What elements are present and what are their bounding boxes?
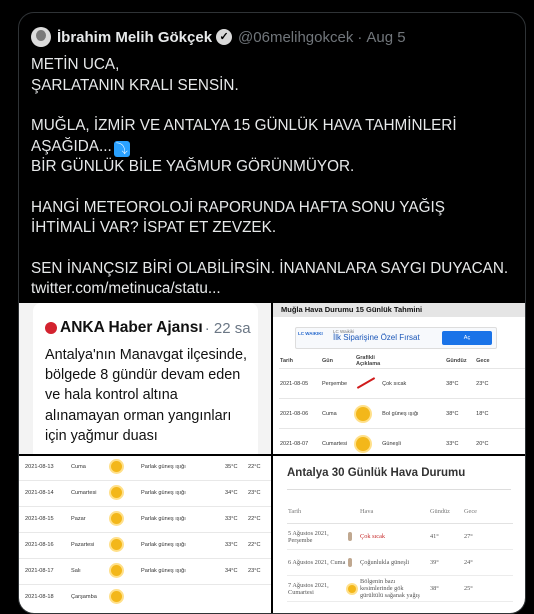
col-header-date: Tarih	[280, 358, 294, 364]
tweet-paragraph-3: HANGİ METEOROLOJİ RAPORUNDA HAFTA SONU YAĞIŞ İHTİMALİ VAR? İSPAT ET ZEVZEK.	[31, 198, 445, 236]
ad-brand: LC Waikiki	[333, 329, 355, 334]
row-day-temp: 38°C	[445, 369, 475, 399]
row-night-temp: 27°	[463, 524, 513, 550]
col-header-night-temp: Gece	[463, 499, 513, 524]
media-grid	[19, 303, 525, 613]
table-row	[279, 399, 525, 429]
row-desc: Bol güneş ışığı	[381, 399, 445, 429]
row-night-temp: 22°C	[248, 464, 261, 470]
row-day-temp: 33°C	[225, 542, 238, 548]
table-row	[287, 524, 513, 550]
row-date: 6 Ağustos 2021, Cuma	[287, 550, 347, 576]
arrow-down-icon: ⤵	[115, 141, 128, 156]
row-day-temp: 35°C	[225, 464, 238, 470]
col-header-night-temp: Gece	[476, 358, 490, 364]
anka-logo-icon	[45, 322, 57, 334]
sun-icon	[111, 513, 122, 524]
row-day: Salı	[71, 568, 81, 574]
anka-news-text: Antalya'nın Manavgat ilçesinde, bölgede 8 gündür devam eden ve hala kontrol altına alınamayan orman yangınları için yağmur duası	[45, 347, 247, 444]
row-day-temp: 33°C	[445, 429, 475, 455]
ad-banner	[295, 327, 497, 349]
row-day: Pazar	[71, 516, 86, 522]
row-day: Pazartesi	[71, 542, 95, 548]
verified-badge-icon: ✓	[216, 29, 232, 45]
table-header-row	[279, 354, 525, 369]
row-day: Çarşamba	[71, 594, 97, 600]
separator-dot: ·	[357, 28, 363, 46]
row-date: 2021-08-07	[279, 429, 321, 455]
row-desc: Çok sıcak	[359, 524, 429, 550]
media-image-mugla-forecast[interactable]	[273, 303, 525, 454]
row-night-temp: 23°C	[248, 490, 261, 496]
row-date: 2021-08-05	[279, 369, 321, 399]
col-header-day-temp: Gündüz	[429, 499, 463, 524]
tweet-timestamp[interactable]: Aug 5	[366, 28, 406, 46]
thermometer-icon	[347, 550, 359, 576]
row-date: 2021-08-18	[25, 594, 54, 600]
row-day-temp: 38°	[429, 576, 463, 602]
tweet-text	[31, 55, 511, 300]
tweet-paragraph-4[interactable]: SEN İNANÇSIZ BİRİ OLABİLİRSİN. İNANANLARA SAYGI DUYACAN. twitter.com/metinuca/statu...	[31, 259, 509, 297]
antalya-forecast-title: Antalya 30 Günlük Hava Durumu	[287, 467, 466, 479]
row-night-temp: 18°C	[475, 399, 525, 429]
divider	[287, 489, 511, 490]
row-desc: Güneşli	[381, 429, 445, 455]
table-row	[287, 576, 513, 602]
table-row	[279, 429, 525, 455]
row-day-temp: 38°C	[445, 399, 475, 429]
mugla-forecast-title: Muğla Hava Durumu 15 Günlük Tahmini	[273, 303, 525, 317]
row-desc: Parlak güneş ışığı	[141, 464, 186, 470]
table-row	[19, 480, 271, 505]
table-row	[19, 558, 271, 583]
antalya-forecast-table	[287, 499, 513, 602]
mugla-forecast-table	[279, 354, 525, 454]
media-image-anka-news[interactable]	[19, 303, 271, 454]
row-desc: Parlak güneş ışığı	[141, 490, 186, 496]
cloud-sun-icon	[347, 576, 359, 602]
row-day: Perşembe	[321, 369, 355, 399]
col-header-weather: Hava	[359, 499, 429, 524]
row-night-temp: 20°C	[475, 429, 525, 455]
table-row	[279, 369, 525, 399]
hot-line-icon	[355, 369, 381, 399]
tweet-paragraph-2-text: MUĞLA, İZMİR VE ANTALYA 15 GÜNLÜK HAVA TAHMİNLERİ AŞAĞIDA...	[31, 117, 457, 155]
col-header-date: Tarih	[287, 499, 347, 524]
row-night-temp: 24°	[463, 550, 513, 576]
col-header-graphic: Grafikli Açıklama	[356, 355, 381, 367]
tweet-paragraph-1: METİN UCA, ŞARLATANIN KRALI SENSİN.	[31, 56, 239, 94]
row-date: 2021-08-17	[25, 568, 54, 574]
row-date: 5 Ağustos 2021, Perşembe	[287, 524, 347, 550]
row-desc: Bölgenin bazı kesimlerinde gök gürültülü sağanak yağış	[359, 576, 429, 602]
ad-text: İlk Siparişine Özel Fırsat	[333, 333, 420, 342]
col-header-icon	[347, 499, 359, 524]
anka-news-card	[33, 303, 258, 454]
table-row	[19, 532, 271, 557]
row-day-temp: 34°C	[225, 490, 238, 496]
sun-icon	[111, 591, 122, 602]
tweet-card[interactable]	[18, 12, 526, 614]
tweet-paragraph-2-line-2: BİR GÜNLÜK BİLE YAĞMUR GÖRÜNMÜYOR.	[31, 158, 355, 175]
row-date: 7 Ağustos 2021, Cumartesi	[287, 576, 347, 602]
row-night-temp: 25°	[463, 576, 513, 602]
sun-icon	[111, 461, 122, 472]
ad-open-button: Aç	[442, 331, 492, 345]
table-row	[19, 584, 271, 609]
tweet-header	[31, 26, 406, 48]
row-night-temp: 22°C	[248, 516, 261, 522]
row-desc: Parlak güneş ışığı	[141, 568, 186, 574]
media-image-antalya-forecast[interactable]	[273, 456, 525, 613]
row-desc: Parlak güneş ışığı	[141, 516, 186, 522]
thermometer-icon	[347, 524, 359, 550]
row-day-temp: 33°C	[225, 516, 238, 522]
row-day: Cumartesi	[71, 490, 97, 496]
table-row	[19, 456, 271, 479]
sun-icon	[111, 539, 122, 550]
row-date: 2021-08-13	[25, 464, 54, 470]
row-date: 2021-08-06	[279, 399, 321, 429]
tweet-paragraph-2	[31, 116, 511, 178]
table-header-row	[287, 499, 513, 524]
row-date: 2021-08-15	[25, 516, 54, 522]
table-row	[287, 550, 513, 576]
row-night-temp: 22°C	[248, 542, 261, 548]
anka-header	[45, 319, 251, 337]
row-day: Cumartesi	[321, 429, 355, 455]
row-date: 2021-08-16	[25, 542, 54, 548]
col-header-day-temp: Gündüz	[446, 358, 467, 364]
col-header-day: Gün	[322, 358, 333, 364]
row-day-temp: 39°	[429, 550, 463, 576]
row-date: 2021-08-14	[25, 490, 54, 496]
row-night-temp: 23°C	[475, 369, 525, 399]
author-handle[interactable]: @06melihgokcek	[238, 28, 354, 46]
avatar[interactable]	[31, 27, 51, 47]
row-desc: Çoğunlukla güneşli	[359, 550, 429, 576]
anka-time: · 22 sa	[204, 319, 251, 337]
row-day-temp: 41°	[429, 524, 463, 550]
sun-icon	[111, 565, 122, 576]
row-night-temp: 23°C	[248, 568, 261, 574]
sun-icon	[355, 399, 381, 429]
anka-source-name: ANKA Haber Ajansı	[60, 319, 203, 336]
author-name[interactable]: İbrahim Melih Gökçek	[57, 28, 213, 46]
media-image-izmir-forecast[interactable]	[19, 456, 271, 613]
sun-icon	[355, 429, 381, 455]
row-day: Cuma	[321, 399, 355, 429]
ad-logo: LC WAIKIKI	[298, 331, 323, 336]
row-desc: Çok sıcak	[381, 369, 445, 399]
table-row	[19, 506, 271, 531]
col-header-desc	[381, 354, 445, 369]
sun-icon	[111, 487, 122, 498]
row-day-temp: 34°C	[225, 568, 238, 574]
row-desc: Parlak güneş ışığı	[141, 542, 186, 548]
row-day: Cuma	[71, 464, 86, 470]
